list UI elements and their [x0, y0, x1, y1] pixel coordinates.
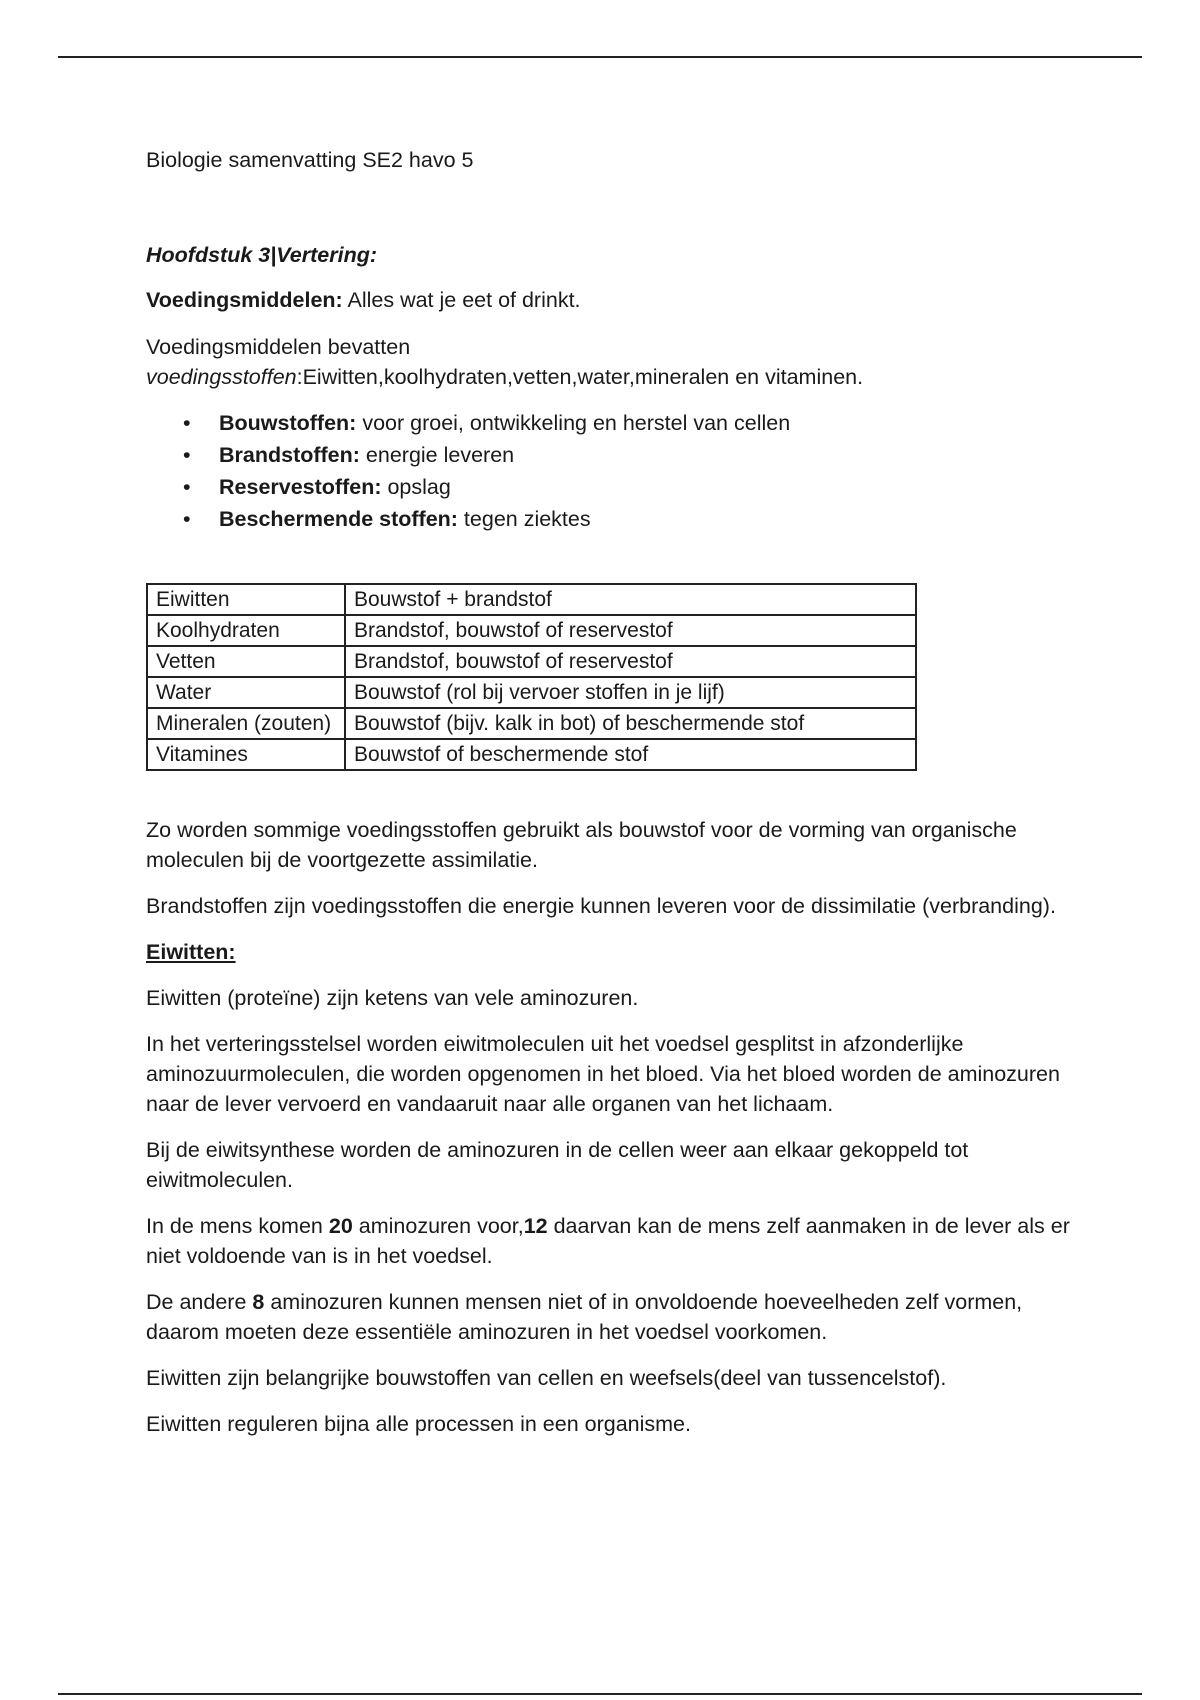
paragraph-vertering: In het verteringsstelsel worden eiwitmoleculen uit het voedsel gesplitst in afzonderlijke aminozuurmoleculen, die worden opgenomen in het bloed. Via het bloed worden de aminozuren naar de lever vervoerd en vandaaruit naar alle organen van het lichaam. — [146, 1032, 1060, 1116]
table-row — [147, 677, 916, 708]
contains-term: voedingsstoffen — [146, 365, 297, 389]
list-item — [146, 439, 1076, 471]
table-row — [147, 708, 916, 739]
paragraph-aminozuren-20 — [146, 1211, 1076, 1271]
header-rule — [58, 56, 1142, 58]
contains-line1: Voedingsmiddelen bevatten — [146, 335, 411, 359]
table-row — [147, 615, 916, 646]
list-item — [146, 503, 1076, 535]
table-row — [147, 584, 916, 615]
document-title: Biologie samenvatting SE2 havo 5 — [146, 148, 474, 172]
paragraph-brandstof: Brandstoffen zijn voedingsstoffen die energie kunnen leveren voor de dissimilatie (verbranding). — [146, 894, 1056, 918]
table-cell-function: Bouwstof (bijv. kalk in bot) of beschermende stof — [345, 708, 916, 739]
bullet-icon: • — [183, 411, 191, 435]
paragraph-bouwstof: Zo worden sommige voedingsstoffen gebruikt als bouwstof voor de vorming van organische moleculen bij de voortgezette assimilatie. — [146, 818, 1017, 872]
contains-paragraph — [146, 332, 1076, 392]
bullet-text: opslag — [381, 475, 451, 499]
text-run: aminozuren voor, — [352, 1214, 524, 1238]
count-12: 12 — [523, 1214, 548, 1238]
table-cell-function: Bouwstof of beschermende stof — [345, 739, 916, 770]
table-cell-nutrient: Eiwitten — [147, 584, 345, 615]
table-cell-nutrient: Vitamines — [147, 739, 345, 770]
table-cell-nutrient: Koolhydraten — [147, 615, 345, 646]
count-8: 8 — [252, 1290, 265, 1314]
definition-paragraph — [146, 285, 1076, 315]
table-cell-function: Bouwstof + brandstof — [345, 584, 916, 615]
text-run: In de mens komen — [146, 1214, 329, 1238]
text-run: aminozuren kunnen mensen niet of in onvoldoende hoeveelheden zelf vormen, daarom moeten deze essentiële aminozuren in het voedsel voorkomen. — [146, 1290, 1023, 1344]
section-heading-eiwitten: Eiwitten: — [146, 940, 236, 964]
table-cell-nutrient: Mineralen (zouten) — [147, 708, 345, 739]
paragraph-bouwstoffen: Eiwitten zijn belangrijke bouwstoffen van cellen en weefsels(deel van tussencelstof). — [146, 1366, 947, 1390]
definition-text: Alles wat je eet of drinkt. — [342, 288, 581, 312]
bullet-text: tegen ziektes — [457, 507, 591, 531]
count-20: 20 — [328, 1214, 353, 1238]
table-cell-nutrient: Vetten — [147, 646, 345, 677]
list-item — [146, 471, 1076, 503]
text-run: De andere — [146, 1290, 253, 1314]
paragraph-reguleren: Eiwitten reguleren bijna alle processen in een organisme. — [146, 1412, 691, 1436]
table-cell-function: Brandstof, bouwstof of reservestof — [345, 646, 916, 677]
table-cell-function: Brandstof, bouwstof of reservestof — [345, 615, 916, 646]
text-run: daarvan kan de mens zelf aanmaken in de lever als er niet voldoende van is in het voedsel. — [146, 1214, 1070, 1268]
paragraph-eiwit-definition: Eiwitten (proteïne) zijn ketens van vele aminozuren. — [146, 986, 639, 1010]
table-cell-nutrient: Water — [147, 677, 345, 708]
document-page — [146, 145, 1076, 1439]
bullet-text: voor groei, ontwikkeling en herstel van cellen — [356, 411, 791, 435]
contains-text: :Eiwitten,koolhydraten,vetten,water,mineralen en vitaminen. — [296, 365, 864, 389]
paragraph-eiwitsynthese: Bij de eiwitsynthese worden de aminozuren in de cellen weer aan elkaar gekoppeld tot eiwitmoleculen. — [146, 1138, 969, 1192]
bullet-term: Reservestoffen: — [219, 475, 382, 499]
footer-rule — [58, 1693, 1142, 1695]
bullet-term: Bouwstoffen: — [219, 411, 357, 435]
list-item — [146, 407, 1076, 439]
chapter-heading: Hoofdstuk 3|Vertering: — [146, 243, 377, 267]
paragraph-aminozuren-8 — [146, 1287, 1076, 1347]
table-row — [147, 646, 916, 677]
bullet-text: energie leveren — [359, 443, 515, 467]
bullet-icon: • — [183, 443, 191, 467]
bullet-term: Brandstoffen: — [219, 443, 360, 467]
table-cell-function: Bouwstof (rol bij vervoer stoffen in je lijf) — [345, 677, 916, 708]
bullet-icon: • — [183, 507, 191, 531]
definition-term: Voedingsmiddelen: — [146, 288, 343, 312]
table-row — [147, 739, 916, 770]
bullet-term: Beschermende stoffen: — [219, 507, 458, 531]
bullet-icon: • — [183, 475, 191, 499]
bullet-list — [146, 407, 1076, 535]
nutrients-table — [146, 583, 917, 771]
